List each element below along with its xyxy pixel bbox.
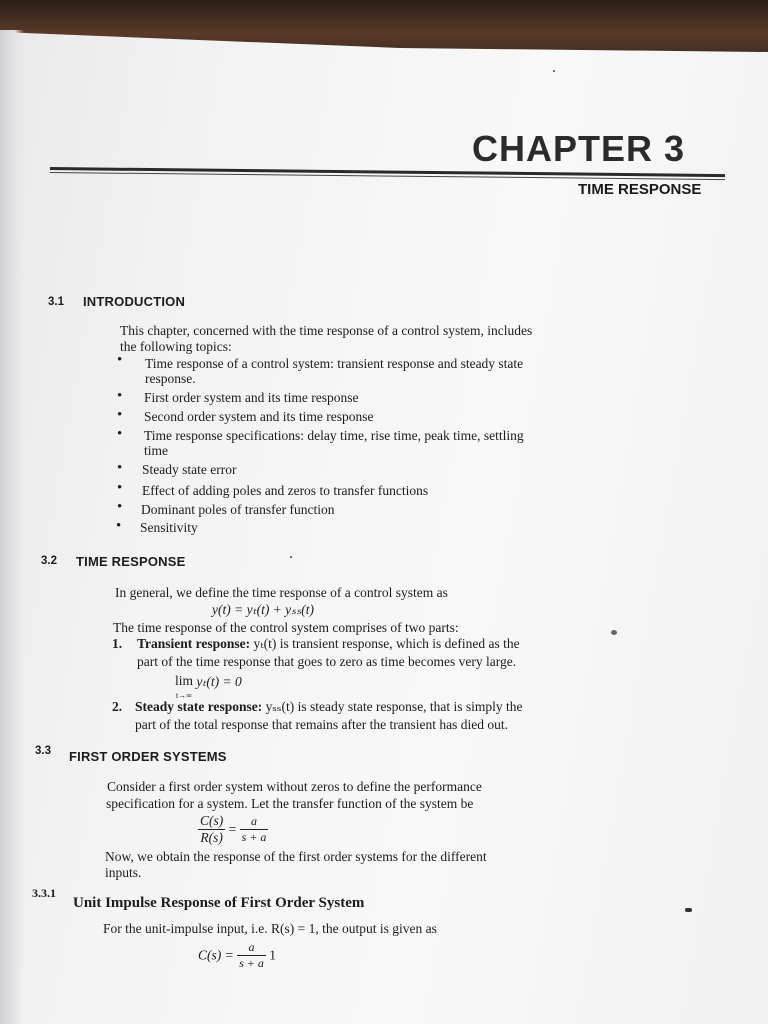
paper-speck: [611, 630, 617, 635]
section-title: Unit Impulse Response of First Order System: [73, 895, 365, 911]
numerator: a: [240, 814, 269, 830]
time-response-equation: y(t) = yₜ(t) + yₛₛ(t): [212, 602, 314, 617]
section-title: TIME RESPONSE: [76, 554, 186, 569]
page-edge-shadow: [0, 30, 24, 1024]
steady-state-item: [135, 698, 523, 715]
list-item: First order system and its time response: [144, 390, 359, 405]
list-item: Effect of adding poles and zeros to transfer functions: [142, 483, 429, 498]
lim-expression: yₜ(t) = 0: [193, 674, 242, 689]
numerator: a: [237, 940, 266, 956]
paragraph-line: This chapter, concerned with the time response of a control system, includes: [120, 323, 533, 338]
transient-response-item: [137, 635, 520, 652]
bullet-icon: •: [117, 480, 123, 496]
section-number: 3.1: [48, 296, 64, 308]
denominator: R(s): [200, 830, 223, 845]
fraction: [240, 814, 269, 845]
paragraph-line: the following topics:: [120, 339, 232, 354]
term-bold: Transient response:: [137, 636, 251, 651]
denominator: s + a: [241, 830, 267, 844]
paper-speck: [685, 908, 692, 912]
section-number: 3.3.1: [32, 886, 56, 900]
list-item: Time response of a control system: transient response and steady state: [145, 356, 524, 371]
paragraph-line: Consider a first order system without zeros to define the performance: [107, 779, 482, 794]
paragraph-line: The time response of the control system comprises of two parts:: [113, 620, 459, 635]
paragraph-line: part of the total response that remains after the transient has died out.: [135, 717, 509, 732]
term-definition: yₛₛ(t) is steady state response, that is simply the: [262, 699, 523, 714]
bullet-icon: •: [116, 518, 122, 534]
bullet-icon: •: [117, 499, 123, 515]
bullet-icon: •: [117, 352, 123, 368]
lim-text: lim: [175, 673, 194, 688]
fraction: [198, 813, 225, 846]
list-item: Sensitivity: [140, 520, 198, 535]
list-number: 1.: [112, 636, 123, 651]
paragraph-line: specification for a system. Let the transfer function of the system be: [106, 796, 474, 811]
chapter-label: CHAPTER 3: [472, 128, 686, 169]
paper-speck: [290, 556, 292, 558]
bullet-icon: •: [117, 407, 123, 423]
list-item-continuation: response.: [145, 371, 196, 386]
list-item: Dominant poles of transfer function: [141, 502, 335, 517]
paper-speck: [553, 70, 555, 72]
section-number: 3.2: [41, 555, 57, 567]
list-item: Second order system and its time response: [144, 409, 374, 424]
chapter-subtitle: TIME RESPONSE: [578, 181, 702, 198]
bullet-icon: •: [117, 388, 123, 404]
fraction: [237, 940, 266, 971]
denominator: s + a: [239, 956, 264, 970]
section-title: FIRST ORDER SYSTEMS: [69, 749, 227, 764]
equation-tail: 1: [269, 947, 277, 963]
bullet-icon: •: [117, 426, 123, 442]
bullet-icon: •: [117, 460, 123, 476]
transfer-function: [198, 813, 268, 846]
numerator: C(s): [200, 813, 224, 828]
section-number: 3.3: [35, 745, 51, 757]
section-title: INTRODUCTION: [83, 294, 186, 309]
list-item: Time response specifications: delay time, rise time, peak time, settling: [144, 428, 524, 443]
paragraph-line: part of the time response that goes to zero as time becomes very large.: [137, 654, 517, 669]
term-bold: Steady state response:: [135, 699, 263, 714]
paragraph-line: Now, we obtain the response of the first order systems for the different: [105, 849, 487, 864]
paragraph-line: For the unit-impulse input, i.e. R(s) = 1, the output is given as: [103, 921, 437, 936]
equals-sign: =: [228, 821, 237, 837]
list-item: Steady state error: [142, 462, 237, 477]
list-item-continuation: time: [144, 443, 168, 458]
impulse-output-equation: [198, 940, 276, 971]
equation-lhs: C(s) =: [198, 947, 234, 963]
paragraph-line: inputs.: [105, 865, 142, 880]
lim-subscript: t→∞: [176, 691, 192, 700]
term-definition: yₜ(t) is transient response, which is defined as the: [250, 636, 520, 651]
list-number: 2.: [112, 699, 123, 714]
paragraph-line: In general, we define the time response of a control system as: [115, 585, 448, 600]
